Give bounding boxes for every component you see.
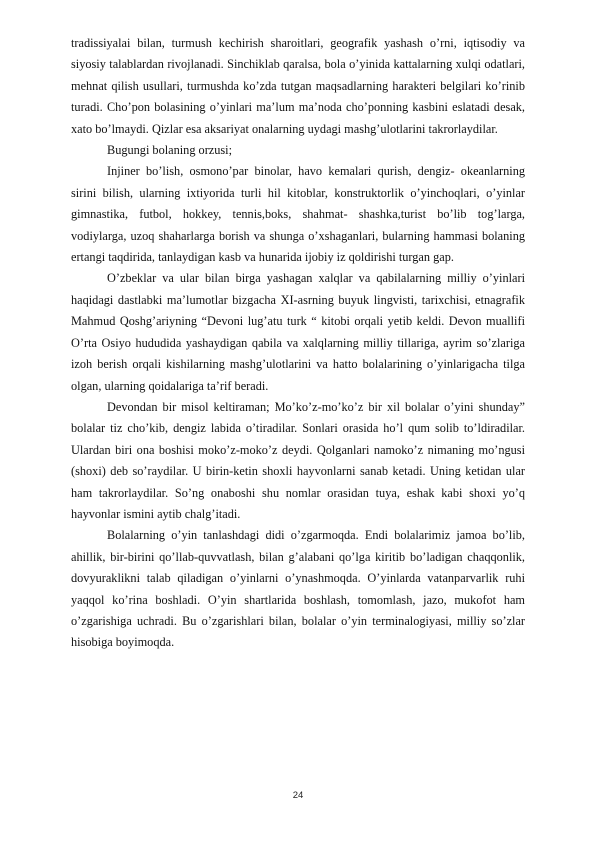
paragraph-heading-line: Bugungi bolaning orzusi; — [107, 143, 233, 158]
paragraph-continuation: tradissiyalai bilan, turmush kechirish sharoitlari, geografik yashash o’rni, iqtisodiy va siyosiy talablardan rivojlanadi. Sinchiklab qaralsa, bola o’yinida kattalarning xulqi odatlari, mehnat qilish usullari, turmushda ko’zda tutgan maqsadlarning harakteri belgilari ko’rinib turadi. Cho’pon bolasining o’yinlari ma’lum ma’noda cho’ponning kasbini eslatadi desak, xato bo’lmaydi. Qizlar esa aksariyat onalarning uydagi mashg’ulotlarini takrorlaydilar. — [71, 36, 525, 136]
page-body — [71, 33, 525, 654]
page-number: 24 — [292, 790, 304, 801]
paragraph: Injiner bo’lish, osmono’par binolar, havo kemalari qurish, dengiz- okeanlarning sirini bilish, ularning ixtiyorida turli hil kitoblar, konstruktorlik o’yinchoqlari, o’yinlar gimnastika, futbol, hokkey, tennis,boks, shahmat- shashka,turist bo’lib tog’larga, vodiylarga, uzoq shaharlarga borish va shunga o’xshaganlari, bularning hammasi bolaning ertangi taqdirida, tanlaydigan kasb va hunarida ijobiy iz qoldirishi turgan gap. — [71, 164, 525, 265]
paragraph: Bolalarning o’yin tanlashdagi didi o’zgarmoqda. Endi bolalarimiz jamoa bo’lib, ahillik, bir-birini qo’llab-quvvatlash, bilan g’alabani qo’lga kiritib bo’ladigan chaqqonlik, dovyuraklikni talab qiladigan o’yinlarni o’ynashmoqda. O’yinlarda vatanparvarlik ruhi yaqqol ko’rina boshladi. O’yin shartlarida boshlash, tomomlash, jazo, mukofot ham o’zgarishiga uchradi. Bu o’zgarishlari bilan, bolalar o’yin terminalogiyasi, milliy so’zlar hisobiga boyimoqda. — [71, 528, 525, 650]
paragraph: O’zbeklar va ular bilan birga yashagan xalqlar va qabilalarning milliy o’yinlari haqidagi dastlabki ma’lumotlar bizgacha XI-asrning buyuk lingvisti, tarixchisi, etnagrafik Mahmud Qoshg’ariyning “Devoni lug’atu turk “ kitobi orqali yetib keldi. Devon muallifi O’rta Osiyo hududida yashaydigan qabila va xalqlarning milliy tillariga, ayrim so’zlariga izoh berish orqali kishilarning mashg’ulotlarini va hatto bolalarining o’yinlarigacha tilga olgan, ularning qoidalariga ta’rif beradi. — [71, 271, 525, 393]
paragraph: Devondan bir misol keltiraman; Mo’ko’z-mo’ko’z bir xil bolalar o’yini shunday” bolalar tiz cho’kib, dengiz labida o’tiradilar. Sonlari orasida ho’l qum solib to’ldiradilar. Ulardan biri ona boshisi moko’z-moko’z deydi. Qolganlari namoko’z nimaning mo’ngusi (shoxi) deb so’raydilar. U birin-ketin shoxli hayvonlarni sanab ketadi. Uning ketidan ular ham takrorlaydilar. So’ng onaboshi shu nomlar orasidan tuya, eshak kabi shoxi yo’q hayvonlar ismini aytib chalg’itadi. — [71, 399, 525, 521]
